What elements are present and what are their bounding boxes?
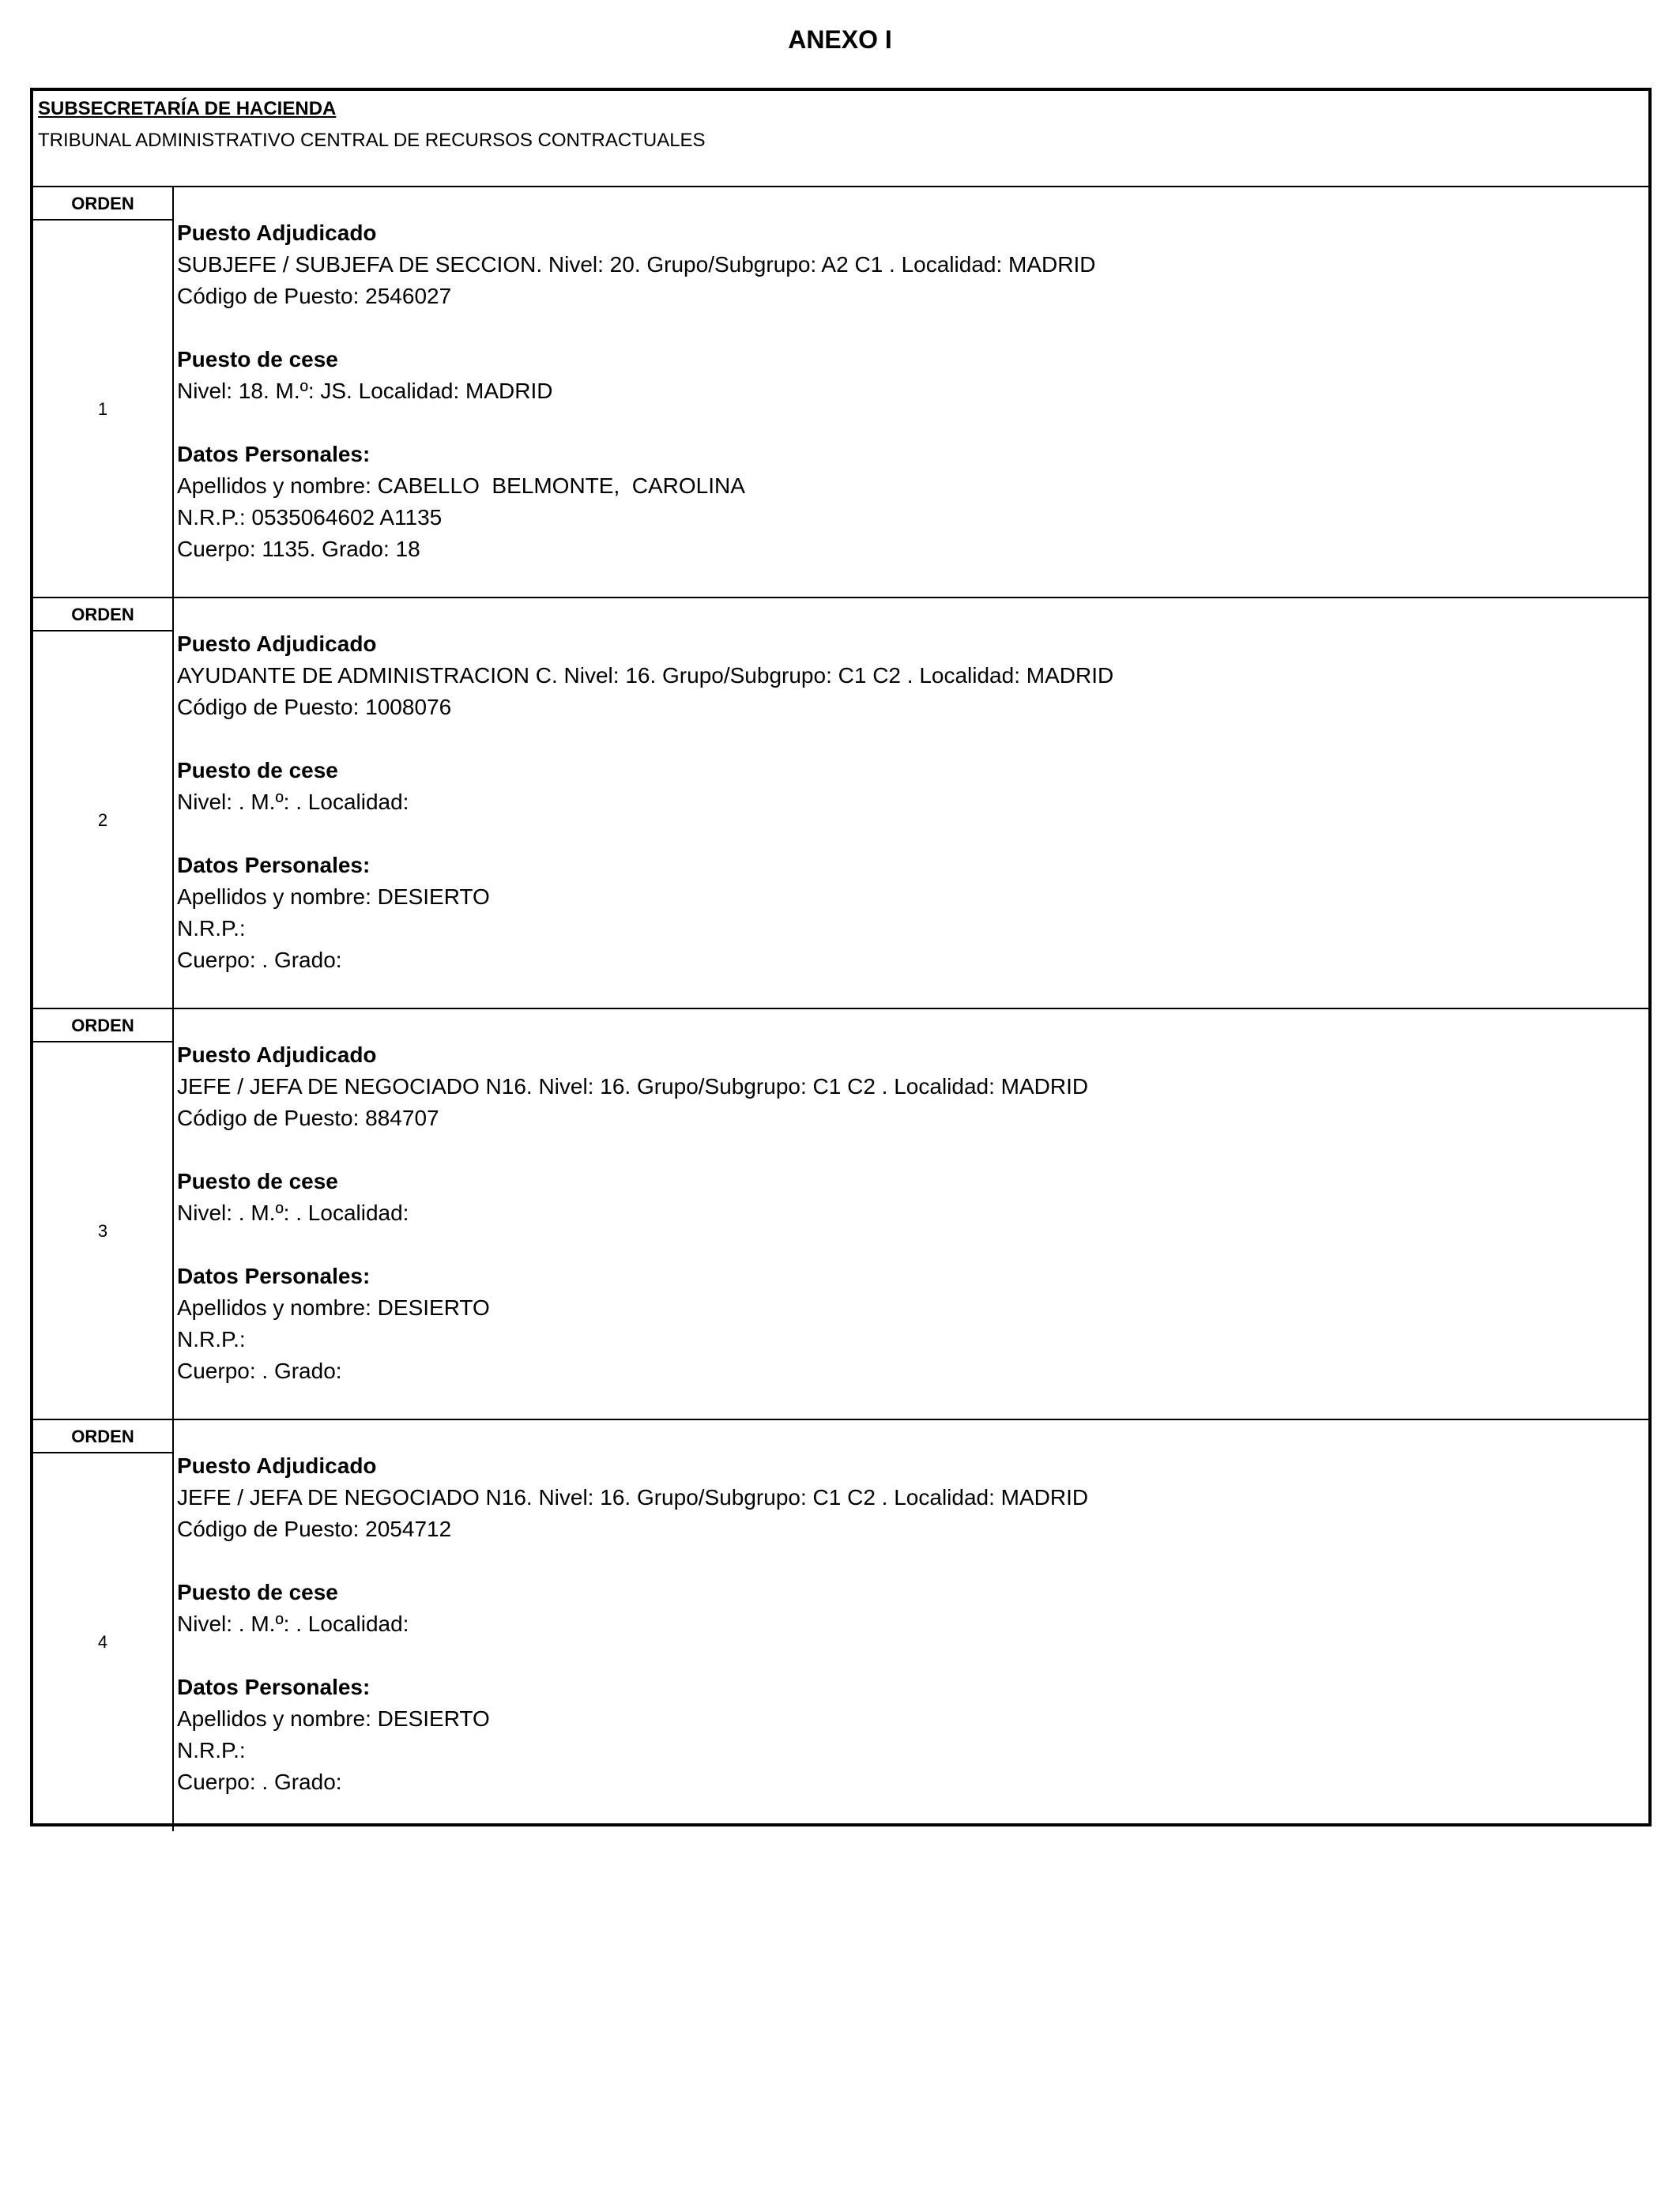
cuerpo-grado: Cuerpo: . Grado: bbox=[177, 1359, 342, 1383]
puesto-description: JEFE / JEFA DE NEGOCIADO N16. Nivel: 16. Grupo/Subgrupo: C1 C2 . Localidad: MADRID bbox=[177, 1485, 1089, 1510]
order-number: 1 bbox=[97, 399, 108, 419]
cuerpo-grado: Cuerpo: . Grado: bbox=[177, 1770, 342, 1794]
order-label: ORDEN bbox=[33, 1420, 172, 1453]
cuerpo-grado: Cuerpo: . Grado: bbox=[177, 948, 342, 972]
nrp: N.R.P.: bbox=[177, 1738, 246, 1762]
entry-row bbox=[33, 187, 1648, 598]
puesto-cese-value: Nivel: . M.º: . Localidad: bbox=[177, 790, 409, 814]
nrp: N.R.P.: bbox=[177, 916, 246, 941]
order-column bbox=[33, 598, 174, 1008]
entry-details bbox=[177, 1450, 1640, 1798]
puesto-adjudicado-heading: Puesto Adjudicado bbox=[177, 1453, 377, 1478]
cuerpo-grado: Cuerpo: 1135. Grado: 18 bbox=[177, 537, 420, 561]
order-column bbox=[33, 1420, 174, 1831]
datos-personales-heading: Datos Personales: bbox=[177, 1675, 371, 1699]
org-name: SUBSECRETARÍA DE HACIENDA bbox=[38, 98, 337, 119]
apellidos-nombre: Apellidos y nombre: DESIERTO bbox=[177, 884, 490, 909]
apellidos-nombre: Apellidos y nombre: DESIERTO bbox=[177, 1706, 490, 1731]
puesto-cese-value: Nivel: . M.º: . Localidad: bbox=[177, 1612, 409, 1636]
datos-personales-heading: Datos Personales: bbox=[177, 442, 371, 466]
puesto-adjudicado-heading: Puesto Adjudicado bbox=[177, 631, 377, 656]
entry-row bbox=[33, 1420, 1648, 1831]
codigo-puesto: Código de Puesto: 1008076 bbox=[177, 695, 452, 719]
entry-details bbox=[177, 628, 1640, 976]
order-label: ORDEN bbox=[33, 1009, 172, 1042]
nrp: N.R.P.: bbox=[177, 1327, 246, 1351]
order-column bbox=[33, 187, 174, 597]
codigo-puesto: Código de Puesto: 2054712 bbox=[177, 1517, 452, 1541]
puesto-adjudicado-heading: Puesto Adjudicado bbox=[177, 221, 377, 245]
puesto-cese-heading: Puesto de cese bbox=[177, 758, 338, 782]
order-label: ORDEN bbox=[33, 598, 172, 631]
puesto-cese-heading: Puesto de cese bbox=[177, 1169, 338, 1193]
puesto-cese-value: Nivel: . M.º: . Localidad: bbox=[177, 1201, 409, 1225]
entry-row bbox=[33, 1009, 1648, 1420]
datos-personales-heading: Datos Personales: bbox=[177, 1264, 371, 1288]
order-label: ORDEN bbox=[33, 187, 172, 221]
datos-personales-heading: Datos Personales: bbox=[177, 853, 371, 877]
puesto-cese-heading: Puesto de cese bbox=[177, 347, 338, 371]
apellidos-nombre: Apellidos y nombre: CABELLO BELMONTE, CAROLINA bbox=[177, 473, 745, 498]
entry-details bbox=[177, 1039, 1640, 1387]
entry-details bbox=[177, 217, 1640, 565]
puesto-description: SUBJEFE / SUBJEFA DE SECCION. Nivel: 20. Grupo/Subgrupo: A2 C1 . Localidad: MADRID bbox=[177, 252, 1096, 277]
codigo-puesto: Código de Puesto: 884707 bbox=[177, 1106, 439, 1130]
appointments-table bbox=[30, 88, 1652, 1826]
document-title: ANEXO I bbox=[788, 25, 892, 54]
puesto-cese-heading: Puesto de cese bbox=[177, 1580, 338, 1604]
puesto-description: AYUDANTE DE ADMINISTRACION C. Nivel: 16. Grupo/Subgrupo: C1 C2 . Localidad: MADRID bbox=[177, 663, 1114, 688]
puesto-cese-value: Nivel: 18. M.º: JS. Localidad: MADRID bbox=[177, 379, 553, 403]
order-column bbox=[33, 1009, 174, 1419]
codigo-puesto: Código de Puesto: 2546027 bbox=[177, 284, 452, 308]
order-number: 4 bbox=[97, 1632, 108, 1652]
puesto-adjudicado-heading: Puesto Adjudicado bbox=[177, 1042, 377, 1067]
nrp: N.R.P.: 0535064602 A1135 bbox=[177, 505, 443, 530]
order-number: 2 bbox=[97, 810, 108, 830]
org-header bbox=[33, 91, 1648, 187]
apellidos-nombre: Apellidos y nombre: DESIERTO bbox=[177, 1295, 490, 1320]
order-number: 3 bbox=[97, 1221, 108, 1241]
puesto-description: JEFE / JEFA DE NEGOCIADO N16. Nivel: 16. Grupo/Subgrupo: C1 C2 . Localidad: MADRID bbox=[177, 1074, 1089, 1099]
entry-row bbox=[33, 598, 1648, 1009]
org-unit: TRIBUNAL ADMINISTRATIVO CENTRAL DE RECURSOS CONTRACTUALES bbox=[38, 130, 706, 151]
